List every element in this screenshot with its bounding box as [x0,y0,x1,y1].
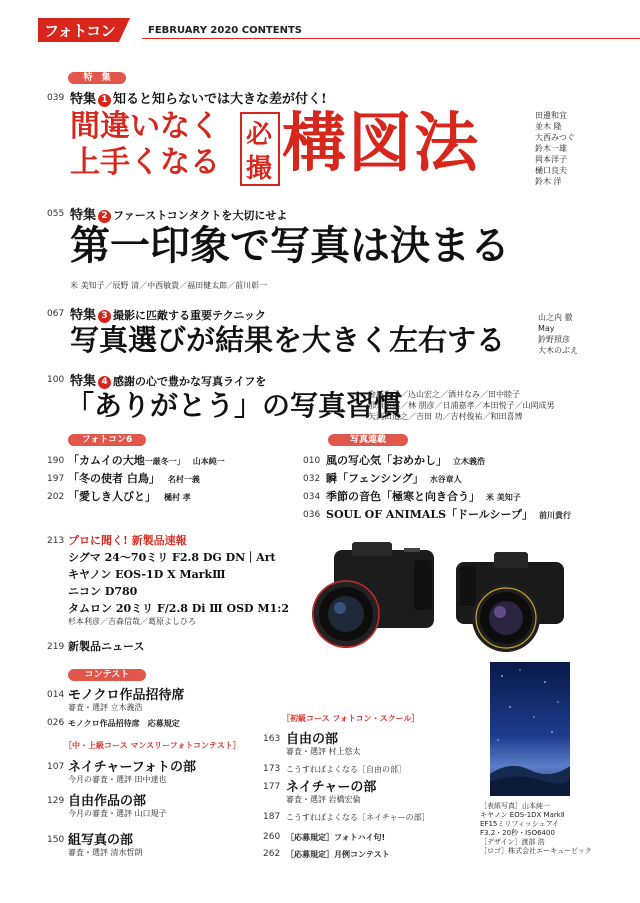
feature-authors: 米 美知子／辰野 清／中西敏貴／福田健太郎／前川彰一 [70,281,268,290]
feature-number-badge: 1 [98,94,111,107]
monthly-judge: 今月の審査・選評 山口規子 [68,809,167,818]
beginner-title: ネイチャーの部 [286,780,377,795]
page-number: 014 [47,690,65,700]
author: 鈴木 洋 [535,177,562,186]
list-item [68,488,191,504]
item-sub: 一厳冬一」 [144,457,185,466]
feature-label: 特集 [70,208,97,223]
author-line: 那須昭典／林 朋彦／日浦嘉孝／本田悦子／山岡成男 [368,401,555,410]
list-item [68,470,200,486]
camera-nikon-image [446,548,570,658]
cover-credit-line: キヤノン EOS-1DX MarkⅡ [480,811,565,819]
product-line: タムロン 20ミリ F/2.8 Di Ⅲ OSD M1:2 [68,602,289,615]
feature-title-big: 構図法 [282,106,480,181]
feature-title: 写真選びが結果を大きく左右する [70,323,506,357]
beginner-title: 自由の部 [286,732,339,747]
beginner-title: こうすればよくなる［ネイチャーの部］ [286,813,430,822]
item-title: 瞬「フェンシング」 [326,472,424,485]
feature-title: 「ありがとう」の写真習慣 [66,389,403,422]
feature-label: 特集 [70,92,97,107]
feature-box-char2: 撮 [246,154,273,184]
feature-pill: 特 集 [68,72,126,84]
author: 田邊和宜 [535,111,567,120]
item-author: 前川貴行 [538,511,571,520]
page-number: 197 [47,474,65,484]
new-products-authors: 杉本利彦／吉森信哉／葛原よしひろ [68,617,196,626]
feature-lead-text: 知ると知らないでは大きな差が付く! [113,92,327,107]
feature-number-badge: 4 [98,376,111,389]
author-line: 金城文子／込山宏之／酒井なみ／田中睦子 [368,390,520,399]
author-line: 矢渕田道之／吉田 功／吉村俊祐／和田喜博 [368,412,523,421]
list-item [326,470,462,486]
item-author: 樋村 孝 [164,493,191,502]
item-title: 「冬の使者 白鳥」 [68,472,160,485]
contents-title: FEBRUARY 2020 CONTENTS [148,25,302,36]
author: 樋口良夫 [535,166,567,175]
monochrome-judge: 審査・選評 立木義浩 [68,703,143,712]
page-number: 219 [47,642,65,652]
page-number: 187 [263,812,281,822]
product-line: キヤノン EOS-1D X MarkⅢ [68,568,226,581]
monthly-title: 組写真の部 [68,833,134,848]
monochrome-rules: モノクロ作品招待席 応募規定 [68,719,180,728]
author: 山之内 徹 [538,313,573,322]
page-number: 260 [263,832,281,842]
author: 鈴野照彦 [538,335,570,344]
item-author: 立木義浩 [453,457,485,466]
page-number: 163 [263,734,281,744]
serial-pill: 写真連載 [328,434,408,446]
item-title: 季節の音色「極寒と向き合う」 [326,490,480,503]
feature-label: 特集 [70,308,97,323]
list-item [68,452,225,468]
page-number: 055 [47,209,65,219]
feature-lead [70,304,266,323]
page-number: 177 [263,782,281,792]
feature-authors [538,312,578,356]
page-number: 129 [47,796,65,806]
page-number: 107 [47,762,65,772]
list-item [326,506,571,522]
feature-title-line2: 上手くなる [70,145,220,180]
monochrome-title: モノクロ作品招待席 [68,688,185,703]
item-title: 風の写心気「おめかし」 [326,454,447,467]
cover-credit-line: ［表紙写真］山本純一 [480,802,550,810]
feature-number-badge: 3 [98,310,111,323]
product-line: ニコン D780 [68,585,138,598]
monthly-header: ［中・上級コース マンスリーフォトコンテスト］ [64,741,241,750]
page-number: 026 [47,718,65,728]
page-number: 039 [47,93,65,103]
beginner-header: ［初級コース フォトコン・スクール］ [282,714,420,723]
camera-canon-image [294,540,444,652]
header-rule [142,38,640,39]
page-number: 202 [47,492,65,502]
page-number: 034 [303,492,321,502]
page-number: 067 [47,309,65,319]
list-item [326,452,485,468]
monthly-title: ネイチャーフォトの部 [68,760,197,775]
cover-credit-line: ［デザイン］渡部 浩 [480,838,545,846]
item-title: SOUL OF ANIMALS「ドールシープ」 [326,508,533,521]
author: May [538,324,555,333]
author: 鈴木一雄 [535,144,567,153]
feature-lead-text: ファーストコンタクトを大切にせよ [113,209,288,222]
product-line: シグマ 24〜70ミリ F2.8 DG DN｜Art [68,551,276,564]
item-author: 山本純一 [192,457,225,466]
item-title: 「カムイの大地 [68,454,145,467]
monthly-judge: 審査・選評 清水哲朗 [68,848,143,857]
monthly-title: 自由作品の部 [68,794,147,809]
cover-credit-line: EF15ミリフィッシュアイ [480,820,560,828]
item-author: 名村一義 [167,475,200,484]
feature-authors [368,389,555,422]
item-title: 「愛しき人びと」 [68,490,156,503]
page-number: 173 [263,764,281,774]
feature-label: 特集 [70,374,97,389]
feature-lead [70,370,266,389]
list-item [326,488,521,504]
author: 大木のぶえ [538,346,578,355]
beginner-judge: 審査・選評 岩橋宏倫 [286,795,361,804]
page-number: 100 [47,375,65,385]
photocon6-pill: フォトコン6 [68,434,146,446]
feature-number-badge: 2 [98,210,111,223]
author: 並木 隆 [535,122,562,131]
cover-credit-line: ［ロゴ］株式会社エーキューピック [480,847,592,855]
beginner-title: こうすればよくなる［自由の部］ [286,765,406,774]
cover-photo [490,662,570,796]
monthly-judge: 今月の審査・選評 田中達也 [68,775,167,784]
beginner-judge: 審査・選評 村上悠太 [286,747,361,756]
page-number: 036 [303,510,321,520]
page-number: 150 [47,835,65,845]
rules-title: ［応募規定］月例コンテスト [286,850,390,859]
cover-credit-line: F3.2・20秒・ISO6400 [480,829,555,837]
page-number: 032 [303,474,321,484]
author: 岡本洋子 [535,155,567,164]
page-number: 262 [263,849,281,859]
feature-title: 第一印象で写真は決まる [70,222,510,269]
news-title: 新製品ニュース [68,640,145,653]
page-number: 010 [303,456,321,466]
contest-pill: コンテスト [68,669,146,681]
item-author: 米 美知子 [486,493,521,502]
page-number: 190 [47,456,65,466]
feature-lead [70,204,287,223]
page-number: 213 [47,536,65,546]
feature-box-char1: 必 [246,120,273,150]
cover-credits [480,802,592,856]
feature-lead-text: 感謝の心で豊かな写真ライフを [113,375,267,388]
feature-authors [535,110,575,187]
feature-lead-text: 撮影に匹敵する重要テクニック [113,309,266,322]
rules-title: ［応募規定］フォトハイ句! [286,833,386,842]
new-products-heading: プロに聞く! 新製品速報 [68,534,187,547]
author: 大西みつぐ [535,133,575,142]
logo-text: フォトコン [44,22,116,40]
item-author: 水谷章人 [429,475,462,484]
header-bar [0,0,640,46]
feature-title-line1: 間違いなく [70,109,220,144]
